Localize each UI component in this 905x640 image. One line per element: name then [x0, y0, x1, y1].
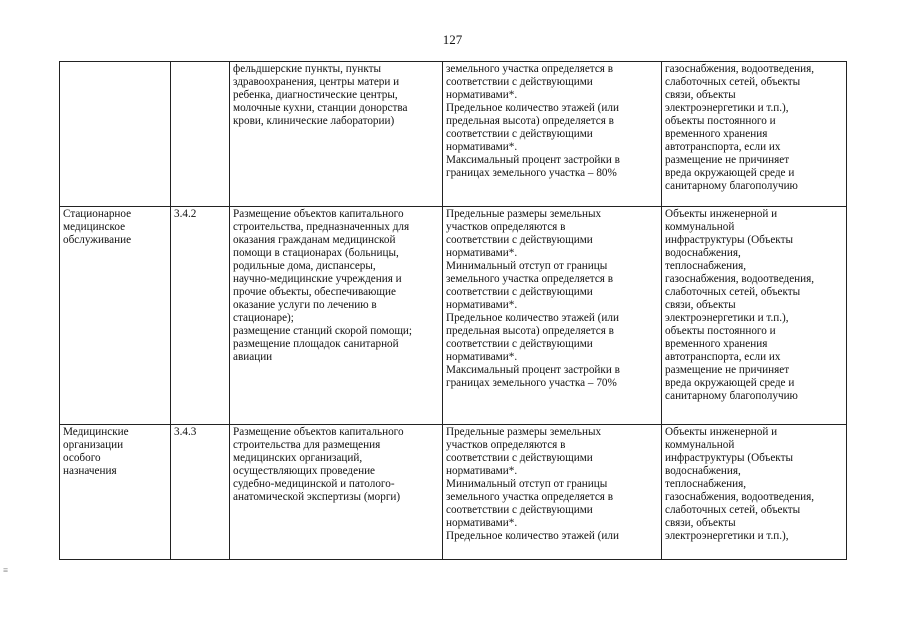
use-code-cell: 3.4.3	[171, 425, 230, 560]
parameters-cell: Предельные размеры земельных участков определяются в соответствии с действующими нормативами*. Минимальный отступ от границы земельного участка определяется в соответствии с действующими нормативами*. Предельное количество этажей (или предельная высота) определяется в соответствии с действующими нормативами*. Максимальный процент застройки в границах земельного участка – 70%	[443, 207, 662, 425]
parameters-cell: земельного участка определяется в соответствии с действующими нормативами*. Предельное количество этажей (или предельная высота) определяется в соответствии с действующими нормативами*. Максимальный процент застройки в границах земельного участка – 80%	[443, 62, 662, 207]
table-row	[60, 62, 847, 207]
table-row	[60, 425, 847, 560]
land-use-table	[59, 61, 847, 560]
auxiliary-cell: Объекты инженерной и коммунальной инфраструктуры (Объекты водоснабжения, теплоснабжения, газоснабжения, водоотведения, слаботочных сетей, объекты связи, объекты электроэнергетики и т.п.), объекты постоянного и временного хранения автотранспорта, если их размещение не причиняет вреда окружающей среде и санитарному благополучию	[662, 207, 847, 425]
scan-margin-mark: ≡	[3, 565, 9, 575]
use-name-cell: Медицинские организации особого назначения	[60, 425, 171, 560]
description-cell: фельдшерские пункты, пункты здравоохранения, центры матери и ребенка, диагностические центры, молочные кухни, станции донорства крови, клинические лаборатории)	[230, 62, 443, 207]
parameters-cell: Предельные размеры земельных участков определяются в соответствии с действующими нормативами*. Минимальный отступ от границы земельного участка определяется в соответствии с действующими нормативами*. Предельное количество этажей (или	[443, 425, 662, 560]
use-code-cell	[171, 62, 230, 207]
use-name-cell	[60, 62, 171, 207]
use-code-cell: 3.4.2	[171, 207, 230, 425]
table-row	[60, 207, 847, 425]
description-cell: Размещение объектов капитального строительства для размещения медицинских организаций, осуществляющих проведение судебно-медицинской и патолого- анатомической экспертизы (морги)	[230, 425, 443, 560]
description-cell: Размещение объектов капитального строительства, предназначенных для оказания гражданам медицинской помощи в стационарах (больницы, родильные дома, диспансеры, научно-медицинские учреждения и прочие объекты, обеспечивающие оказание услуги по лечению в стационаре); размещение станций скорой помощи; размещение площадок санитарной авиации	[230, 207, 443, 425]
page-number: 127	[442, 32, 463, 47]
auxiliary-cell: газоснабжения, водоотведения, слаботочных сетей, объекты связи, объекты электроэнергетики и т.п.), объекты постоянного и временного хранения автотранспорта, если их размещение не причиняет вреда окружающей среде и санитарному благополучию	[662, 62, 847, 207]
auxiliary-cell: Объекты инженерной и коммунальной инфраструктуры (Объекты водоснабжения, теплоснабжения, газоснабжения, водоотведения, слаботочных сетей, объекты связи, объекты электроэнергетики и т.п.),	[662, 425, 847, 560]
use-name-cell: Стационарное медицинское обслуживание	[60, 207, 171, 425]
